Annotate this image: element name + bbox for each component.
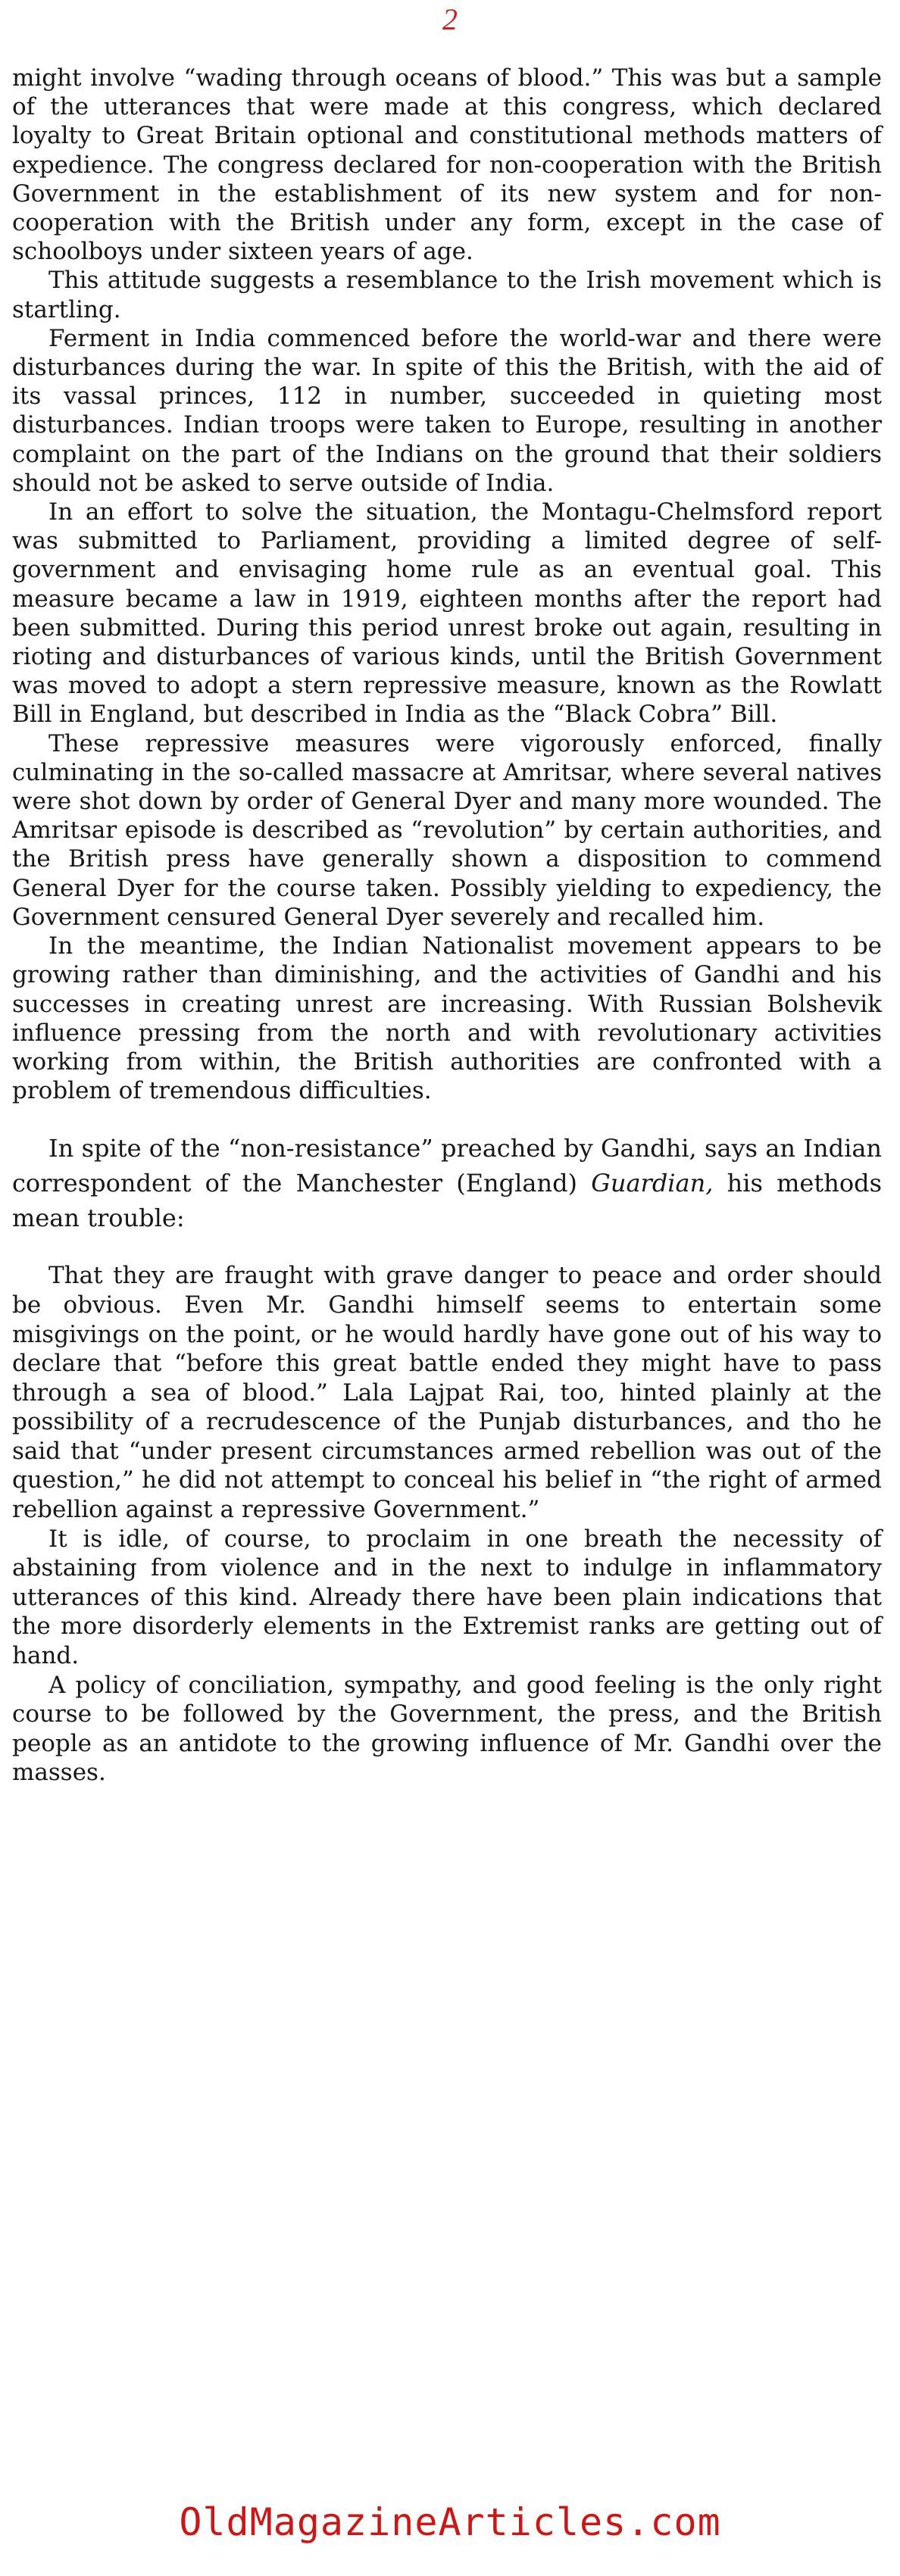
article-paragraph-2: This attitude suggests a resemblance to the Irish movement which is startling. bbox=[12, 267, 882, 323]
section-gap bbox=[12, 1235, 882, 1261]
article-paragraph-3: Ferment in India commenced before the world-war and there were disturbances during the war. In spite of this the British, with the aid of its vassal princes, 112 in number, succeeded in quieting most disturbances. Indian troops were taken to Europe, resulting in another complaint on the part of the Indians on the ground that their soldiers should not be asked to serve outside of India. bbox=[12, 324, 882, 497]
section-gap bbox=[12, 1105, 882, 1131]
article-column bbox=[12, 64, 882, 1788]
quote-paragraph-3: A policy of conciliation, sympathy, and good feeling is the only right course to be followed by the Government, the press, and the British people as an antidote to the growing influence of Mr. Gandhi over the masses. bbox=[12, 1671, 882, 1787]
intro-text-before: In spite of the “non-resistance” preached by Gandhi, says an Indian correspondent of the Manchester (England) bbox=[12, 1134, 882, 1198]
publication-name: Guardian, bbox=[591, 1169, 714, 1198]
quote-paragraph-1: That they are fraught with grave danger to peace and order should be obvious. Even Mr. Gandhi himself seems to entertain some misgivings on the point, or he would hardly have gone out of his way to declare that “before this great battle ended they might have to pass through a sea of blood.” Lala Lajpat Rai, too, hinted plainly at the possibility of a recrudescence of the Punjab disturbances, and tho he said that “under present circumstances armed rebellion was out of the question,” he did not attempt to conceal his belief in “the right of armed rebellion against a repressive Government.” bbox=[12, 1262, 882, 1524]
quote-paragraph-2: It is idle, of course, to proclaim in one breath the necessity of abstaining from violence and in the next to indulge in inflammatory utterances of this kind. Already there have been plain indications that the more disorderly elements in the Extremist ranks are getting out of hand. bbox=[12, 1525, 882, 1670]
footer-brand-link[interactable]: OldMagazineArticles.com bbox=[179, 2500, 721, 2544]
article-paragraph-5: These repressive measures were vigorously enforced, finally culminating in the so-called massacre at Amritsar, where several natives were shot down by order of General Dyer and many more wounded. The Amritsar episode is described as “revolution” by certain authorities, and the British press have generally shown a disposition to commend General Dyer for the course taken. Possibly yielding to expediency, the Government censured General Dyer severely and recalled him. bbox=[12, 729, 882, 931]
article-paragraph-1: might involve “wading through oceans of blood.” This was but a sample of the utterances that were made at this congress, which declared loyalty to Great Britain optional and constitutional methods matters of expedience. The congress declared for non-cooperation with the British Government in the establishment of its new system and for non-cooperation with the British under any form, except in the case of schoolboys under sixteen years of age. bbox=[12, 64, 882, 266]
article-paragraph-4: In an effort to solve the situation, the Montagu-Chelmsford report was submitted to Parliament, providing a limited degree of self-government and envisaging home rule as an eventual goal. This measure became a law in 1919, eighteen months after the report had been submitted. During this period unrest broke out again, resulting in rioting and disturbances of various kinds, until the British Government was moved to adopt a stern repressive measure, known as the Rowlatt Bill in England, but described in India as the “Black Cobra” Bill. bbox=[12, 498, 882, 729]
block-quote bbox=[12, 1261, 882, 1788]
page-number: 2 bbox=[442, 2, 458, 36]
intro-text-after: his methods mean trouble: bbox=[12, 1169, 883, 1233]
article-paragraph-6: In the meantime, the Indian Nationalist movement appears to be growing rather than diminishing, and the activities of Gandhi and his successes in creating unrest are increasing. With Russian Bolshevik influence pressing from the north and with revolutionary activities working from within, the British authorities are confronted with a problem of tremendous difficulties. bbox=[12, 932, 882, 1105]
quote-introduction bbox=[12, 1131, 882, 1235]
